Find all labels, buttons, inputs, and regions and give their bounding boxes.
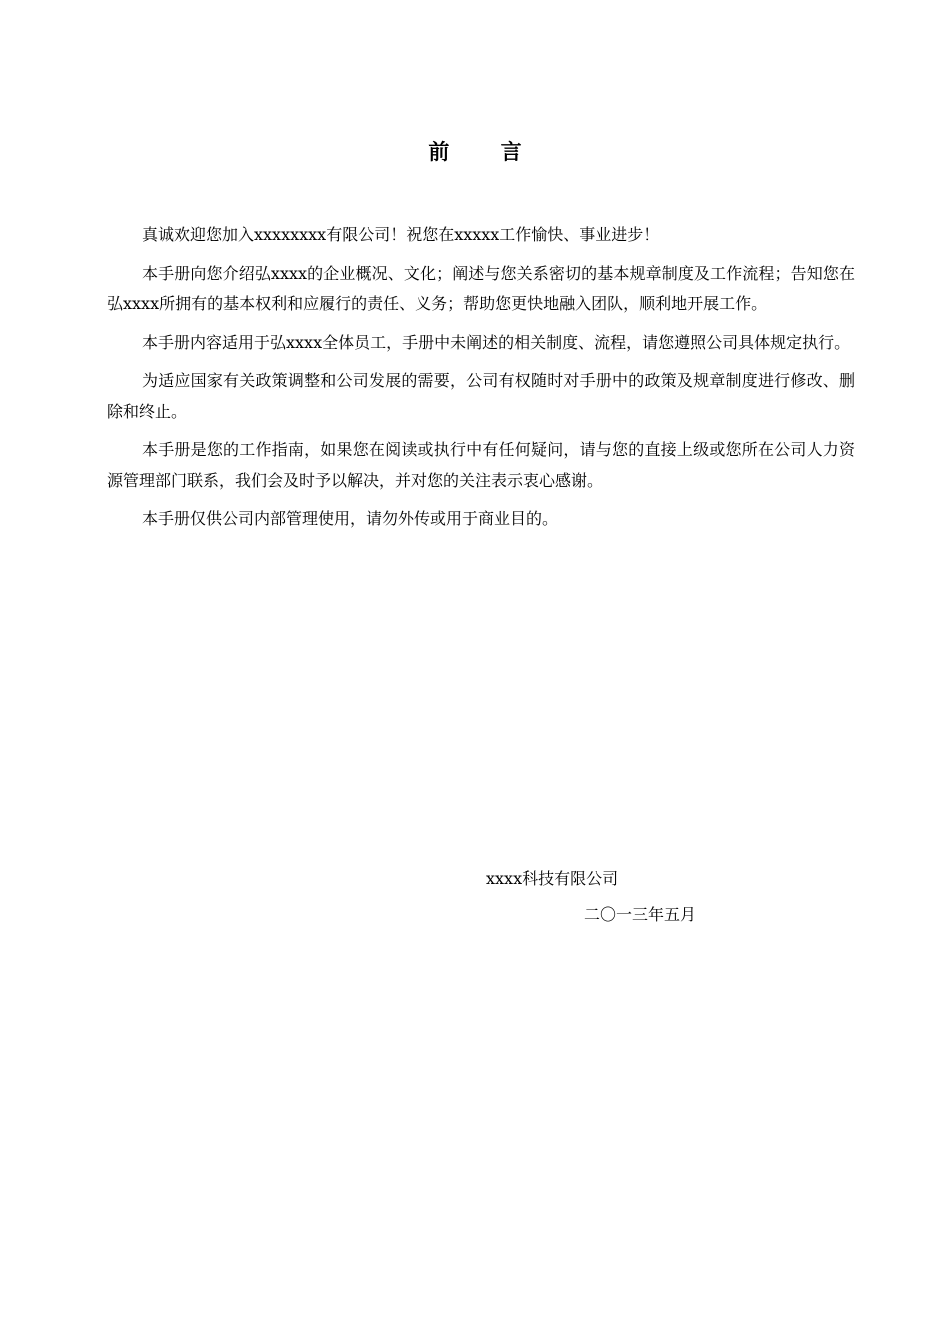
paragraph-scope: 本手册内容适用于弘xxxx全体员工，手册中未阐述的相关制度、流程，请您遵照公司具体规定执行。 xyxy=(142,332,851,352)
page-title: 前 言 xyxy=(428,140,544,164)
signature-company: xxxx科技有限公司 xyxy=(486,869,619,888)
paragraph-guide: 本手册是您的工作指南，如果您在阅读或执行中有任何疑问，请与您的直接上级或您所在公司人力资源管理部门联系，我们会及时予以解决，并对您的关注表示衷心感谢。 xyxy=(107,440,855,490)
signature-date: 二〇一三年五月 xyxy=(584,905,697,924)
paragraph-welcome: 真诚欢迎您加入xxxxxxxx有限公司！祝您在xxxxx工作愉快、事业进步！ xyxy=(142,225,660,244)
body-text xyxy=(107,220,855,543)
paragraph-revision: 为适应国家有关政策调整和公司发展的需要，公司有权随时对手册中的政策及规章制度进行修改、删除和终止。 xyxy=(107,371,855,421)
paragraph-confidentiality: 本手册仅供公司内部管理使用，请勿外传或用于商业目的。 xyxy=(142,509,559,528)
paragraph-introduction: 本手册向您介绍弘xxxx的企业概况、文化；阐述与您关系密切的基本规章制度及工作流程；告知您在弘xxxx所拥有的基本权利和应履行的责任、义务；帮助您更快地融入团队，顺利地开展工作。 xyxy=(107,263,855,313)
